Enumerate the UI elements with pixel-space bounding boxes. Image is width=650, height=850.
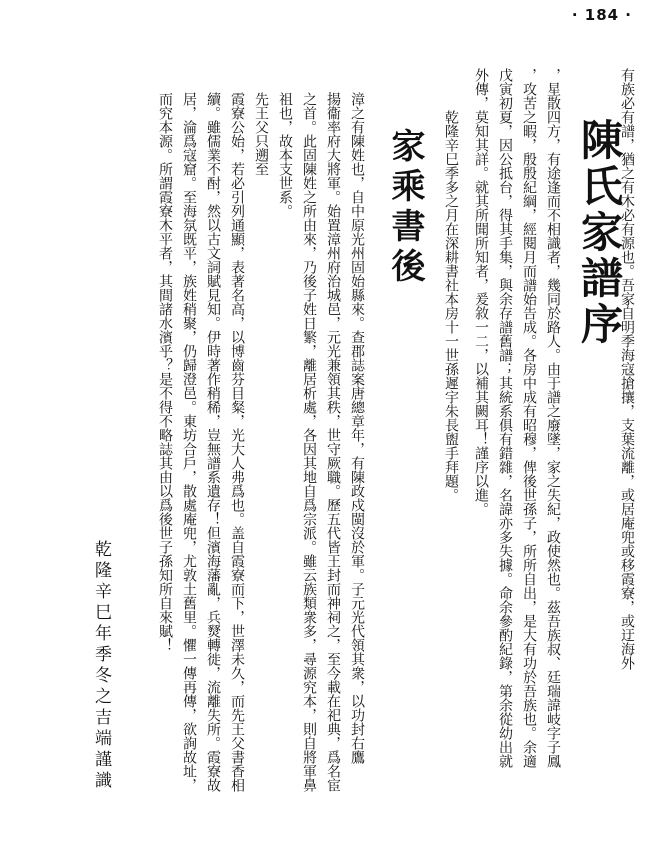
postscript-column: 續。雖儒業不酎，然以古文詞賦見知。伊時著作稍稀，豈無譜系遺存！但濱海藩亂，兵燹轉徙，流離失所。霞寮故 [205,92,221,792]
preface-title: 陳氏家譜序 [575,118,624,348]
preface-column: ，攻苦之暇，殷殷紀綱，經閱月而譜始告成。各房中成有昭穆，俾後世孫子，所所自出，是大有功於吾族也。余適 [521,68,537,768]
postscript-column: 祖也，故本支世系。 [277,92,293,218]
postscript-column: 而究本源。所謂霞寮木平者，其間諸水濱乎？是不得不略誌其由以爲後世子孫知所自來賦！ [157,92,173,652]
postscript-title: 家乘書後 [385,128,425,288]
postscript-column: 居，淪爲寇窟。至海氛既平，族姓稍聚，仍歸澄邑。東坊合戶，散處庵兜，尤敦土舊里。懼一傳再傳，欲詢故址， [181,92,197,792]
preface-column: 戊寅初夏，因公抵台，得其手集，與余存譜舊譜；其統系俱有錯雜，名諱亦多失據。命余參酌紀錄，第余從幼出就 [497,68,513,768]
preface-signature-line: 乾隆辛巳季多之月在深耕書社本房十一世孫遲宇朱長盥手拜題。 [443,110,459,502]
postscript-column: 之首。此固陳姓之所由來，乃後子姓日繁，離居析處，各因其地自爲宗派。雖云族類衆多，尋源究本，則自將軍鼻 [301,92,317,792]
postscript-signature: 乾隆辛巳年季冬之吉端謹識 [91,540,111,792]
page-number: · 184 · [571,6,632,24]
preface-column: 外傳，莫知其詳。就其所聞所知者，爰敘一二，以補其闕耳！謹序以進。 [473,68,489,516]
preface-column: ，星散四方，有途逢而不相識者，幾同於路人。由于譜之廢墜，家之失紀，政使然也。茲吾族叔、廷瑞諱岐字子鳳 [545,68,561,768]
postscript-column: 霞寮公始，若必引列通顯，表著名高，以博齒芬目粲，光大人弗爲也。盖自霞寮而下，世澤未久，而先王父書香相 [229,92,245,792]
preface-column: 有族必有譜，猶之有木必有源也。吾家自明季海寇搶攘，支葉流離，或居庵兜或移霞寮，或迂海外 [619,68,635,670]
postscript-column: 揚衞率府大將軍。始置漳州府治城邑，元光兼領其秩，世守厥職。歷五代皆王封而神祠之，至今載在祀典，爲名宦 [325,92,341,792]
postscript-column: 漳之有陳姓也，自中原光州固始縣來。查郡誌案唐總章年，有陳政戍閩沒於軍。子元光代領其衆，以功封右鷹 [349,92,365,764]
postscript-column: 先王父只遡至 [253,92,269,176]
